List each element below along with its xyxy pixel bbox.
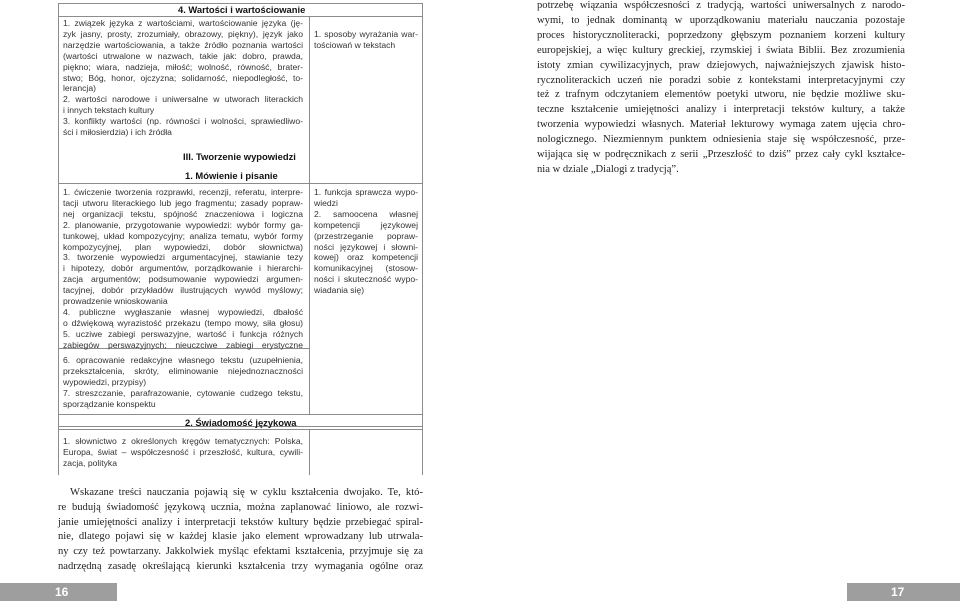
text-line: 1. ćwiczenie tworzenia rozprawki, recenzji, referatu, interpre- bbox=[63, 187, 303, 197]
text-line: zacja, polityka bbox=[63, 457, 117, 468]
table-rule bbox=[58, 429, 423, 430]
text-line: tościowań w tekstach bbox=[314, 39, 396, 50]
text-line: ści i miłosierdzia) i ich źródła bbox=[63, 127, 172, 138]
page-number: 17 bbox=[891, 585, 905, 599]
page-number: 16 bbox=[55, 585, 69, 599]
text-line: i innych tekstach kultury bbox=[63, 105, 155, 116]
text-line: 2. wartości narodowe i uniwersalne w utworach literackich bbox=[63, 94, 303, 105]
text-line: 6. opracowanie redakcyjne własnego tekstu (uzupełnienia, bbox=[63, 355, 303, 365]
text-line: rycznoliterackich uczeń nie poradzi sobie z kontekstami interpretacyjnymi czy bbox=[537, 74, 905, 86]
text-line: tunkowej, układ kompozycyjny; analiza tematu, wybór formy bbox=[63, 230, 303, 241]
text-line: o dźwiękową wyrazistość przekazu (tempo mowy, siła głosu) bbox=[63, 317, 303, 328]
text-line: (przestrzeganie popraw- bbox=[314, 230, 418, 241]
table-edge bbox=[58, 427, 59, 475]
text-line: 4. publiczne wygłaszanie własnej wypowiedzi, dbałość bbox=[63, 306, 303, 317]
text-line: europejskiej, a więc kultury greckiej, rzymskiej i świata Biblii. Bez zrozumienia bbox=[537, 44, 905, 56]
text-line: ności językowej i słowni- bbox=[314, 241, 418, 252]
creation-content-a bbox=[63, 187, 303, 351]
text-line: też z trafnym odczytaniem elementów poetyki utworu, nie będzie możliwe sku- bbox=[537, 89, 905, 101]
text-line: Wskazane treści nauczania pojawią się w cyklu kształcenia dwojako. Te, któ- bbox=[70, 487, 423, 498]
right-body-paragraph bbox=[537, 0, 905, 178]
text-line: teczne kształcenie umiejętności analizy i interpretacji tekstów kultury, a także bbox=[537, 104, 905, 116]
section-heading-values: 4. Wartości i wartościowanie bbox=[178, 4, 306, 15]
text-line: 3. tworzenie wypowiedzi argumentacyjnej, stawianie tezy bbox=[63, 252, 303, 263]
text-line: sporządzanie konspektu bbox=[63, 398, 156, 409]
section-heading-creation: III. Tworzenie wypowiedzi bbox=[183, 151, 296, 162]
text-line: wijająca się w podręcznikach z serii „Przeszłość to dziś” przez cały cykl kształce- bbox=[537, 149, 905, 161]
values-side-content bbox=[314, 29, 418, 51]
text-line: kompetencji językowej bbox=[314, 219, 418, 230]
text-line: 1. słownictwo z określonych kręgów tematycznych: Polska, bbox=[63, 436, 303, 446]
subsection-heading-speaking: 1. Mówienie i pisanie bbox=[185, 170, 278, 181]
text-line: komunikacyjnej (stosow- bbox=[314, 263, 418, 274]
text-line: prowadzenie wnioskowania bbox=[63, 296, 168, 307]
text-line: narzędzie wartościowania, a także źródło poznania wartości bbox=[63, 39, 303, 50]
creation-content-b bbox=[63, 355, 303, 410]
text-line: nia w dziale „Dialogi z tradycją”. bbox=[537, 163, 679, 175]
text-line: wiadania się) bbox=[314, 285, 365, 296]
text-line: Europa, świat – współczesność i przeszłość, kultura, cywili- bbox=[63, 446, 303, 457]
text-line: zacja argumentów; podsumowanie wypowiedzi argumen- bbox=[63, 274, 303, 285]
text-line: wypowiedzi, przypisy) bbox=[63, 376, 147, 387]
table-rule bbox=[58, 183, 423, 184]
text-line: (wartości utrwalone w nazwach, takie jak: dobro, prawda, bbox=[63, 50, 303, 61]
text-line: stwo; Bóg, honor, ojczyzna; solidarność, niepodległość, to- bbox=[63, 72, 303, 83]
text-line: nej organizacji tekstu, spójność znaczeniowa i logiczna bbox=[63, 208, 303, 219]
text-line: tacyjnej, dobór przykładów ilustrujących wywód myślowy; bbox=[63, 285, 303, 296]
text-line: 5. ucziwe zabiegi perswazyjne, wartość i funkcja różnych bbox=[63, 328, 303, 339]
text-line: kompozycyjnej, plan wypowiedzi, dobór słownictwa) bbox=[63, 241, 303, 252]
text-line: proces historycznoliteracki, poprzedzony głębszym poznaniem korzeni kultury bbox=[537, 29, 905, 41]
text-line: nadrzędną zasadę określającą kierunki kształcenia trzy wymagania ogólne oraz bbox=[58, 560, 423, 572]
text-line: lerancja) bbox=[63, 83, 96, 94]
text-line: 7. streszczanie, parafrazowanie, cytowanie cudzego tekstu, bbox=[63, 387, 303, 398]
table-rule bbox=[58, 414, 423, 415]
table-edge bbox=[422, 427, 423, 475]
text-line: re budują świadomość językową ucznia, można zaplanować liniowo, ale rozwi- bbox=[58, 501, 423, 513]
text-line: nie, dlatego pojawi się w każdej klasie jako element wprowadzany lub utrwala- bbox=[58, 531, 423, 543]
text-line: 2. samoocena własnej bbox=[314, 208, 418, 219]
text-line: zabiegów perswazyjnych; nieuczciwe zabiegi erystyczne bbox=[63, 339, 303, 350]
text-line: 1. związek języka z wartościami, wartościowanie języka (ję- bbox=[63, 18, 303, 28]
text-line: i hipotezy, dobór argumentów, porządkowanie i hierarchi- bbox=[63, 263, 303, 274]
text-line: wymi, to jednak dominantą w uporządkowaniu materiału nauczania pozostaje bbox=[537, 14, 905, 26]
text-line: 1. sposoby wyrażania war- bbox=[314, 29, 418, 39]
text-line: janie umiejętności analizy i interpretacji tekstów kultury będzie przebiegać spiral- bbox=[58, 516, 423, 528]
text-line: wiedzi bbox=[314, 197, 338, 208]
left-body-paragraph bbox=[58, 486, 423, 575]
text-line: istoty zmian cywilizacyjnych, praw dziejowych, najważniejszych zjawisk histo- bbox=[537, 59, 905, 71]
text-line: potrzebę wiązania współczesności z tradycją, wartości uniwersalnych z narodo- bbox=[537, 0, 905, 11]
table-column-divider bbox=[309, 429, 310, 475]
subsection-heading-awareness: 2. Świadomość językowa bbox=[185, 417, 297, 428]
text-line: 3. konflikty wartości (np. równości i wolności, sprawiedliwo- bbox=[63, 116, 303, 127]
text-line: piękno; wiara, nadzieja, miłość; wolność, równość, brater- bbox=[63, 61, 303, 72]
awareness-content bbox=[63, 436, 303, 469]
values-content bbox=[63, 18, 303, 138]
text-line: tworzenia wypowiedzi własnych. Materiał lekturowy wymaga zatem ujęcia chro- bbox=[537, 119, 905, 131]
table-column-divider bbox=[309, 16, 310, 414]
text-line: 2. planowanie, przygotowanie wypowiedzi: wybór formy ga- bbox=[63, 219, 303, 230]
text-line: kowej) oraz kompetencji bbox=[314, 252, 418, 263]
text-line: ności i skuteczność wypo- bbox=[314, 274, 418, 285]
text-line: zyk jasny, prosty, zrozumiały, obrazowy, piękny), język jako bbox=[63, 28, 303, 39]
table-rule bbox=[58, 16, 423, 17]
text-line: przekształcenia, skróty, eliminowanie niejednoznaczności bbox=[63, 365, 303, 376]
text-line: nologicznego. Niezmiennym punktem odniesienia staje się współczesność, prze- bbox=[537, 134, 905, 146]
text-line: 1. funkcja sprawcza wypo- bbox=[314, 187, 418, 197]
text-line: tacji utworu literackiego lub jego fragmentu; zasady popraw- bbox=[63, 197, 303, 208]
creation-side-content bbox=[314, 187, 418, 296]
text-line: ny czy też powtarzany. Jakkolwiek myśląc efektami kształcenia, przyjmuje się za bbox=[58, 546, 423, 558]
